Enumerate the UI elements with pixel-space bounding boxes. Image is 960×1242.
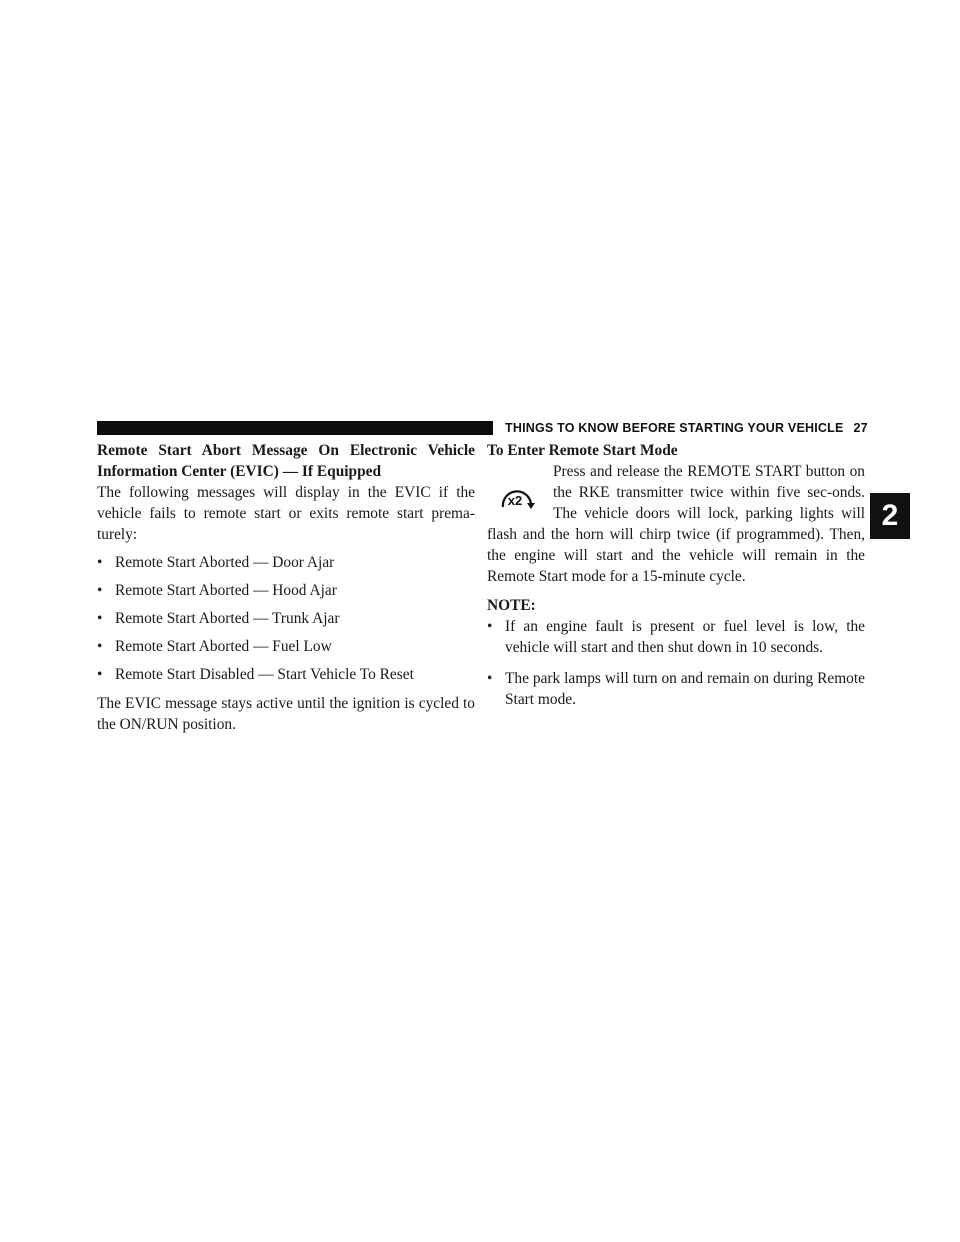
list-item: • Remote Start Aborted — Door Ajar xyxy=(97,552,475,573)
intro-paragraph: The following messages will display in the EVIC if the vehicle fails to remote start or exits remote start prema-turely: xyxy=(97,484,475,543)
note-list xyxy=(487,616,865,710)
list-item: • Remote Start Aborted — Fuel Low xyxy=(97,636,475,657)
list-item: • If an engine fault is present or fuel level is low, the vehicle will start and then shut down in 10 seconds. xyxy=(487,616,865,658)
list-item: • The park lamps will turn on and remain on during Remote Start mode. xyxy=(487,668,865,710)
note-label: NOTE: xyxy=(487,597,536,614)
list-item: • Remote Start Aborted — Hood Ajar xyxy=(97,580,475,601)
page-number: 27 xyxy=(853,421,868,435)
icon-label: x2 xyxy=(507,493,523,508)
outro-paragraph: The EVIC message stays active until the ignition is cycled to the ON/RUN position. xyxy=(97,695,475,733)
remote-start-x2-icon xyxy=(487,478,549,522)
section-title: THINGS TO KNOW BEFORE STARTING YOUR VEHICLE xyxy=(505,421,844,435)
left-column xyxy=(97,440,475,735)
list-item: • Remote Start Disabled — Start Vehicle To Reset xyxy=(97,664,475,685)
section-heading: To Enter Remote Start Mode xyxy=(487,442,678,459)
header-bar xyxy=(97,421,493,435)
running-header xyxy=(505,419,868,437)
right-column xyxy=(487,440,865,710)
body-paragraph: Press and release the REMOTE START button on the RKE transmitter twice within five sec-onds. The vehicle doors will lock, parking lights will flash and the horn will chirp twice (if programmed). Then, the engine will start and the vehicle will remain in the Remote Start mode for a 15-minute cycle. xyxy=(487,463,865,585)
section-heading: Remote Start Abort Message On Electronic Vehicle Information Center (EVIC) — If Equipped xyxy=(97,442,475,480)
list-item: • Remote Start Aborted — Trunk Ajar xyxy=(97,608,475,629)
message-list xyxy=(97,552,475,685)
chapter-tab: 2 xyxy=(870,493,910,539)
